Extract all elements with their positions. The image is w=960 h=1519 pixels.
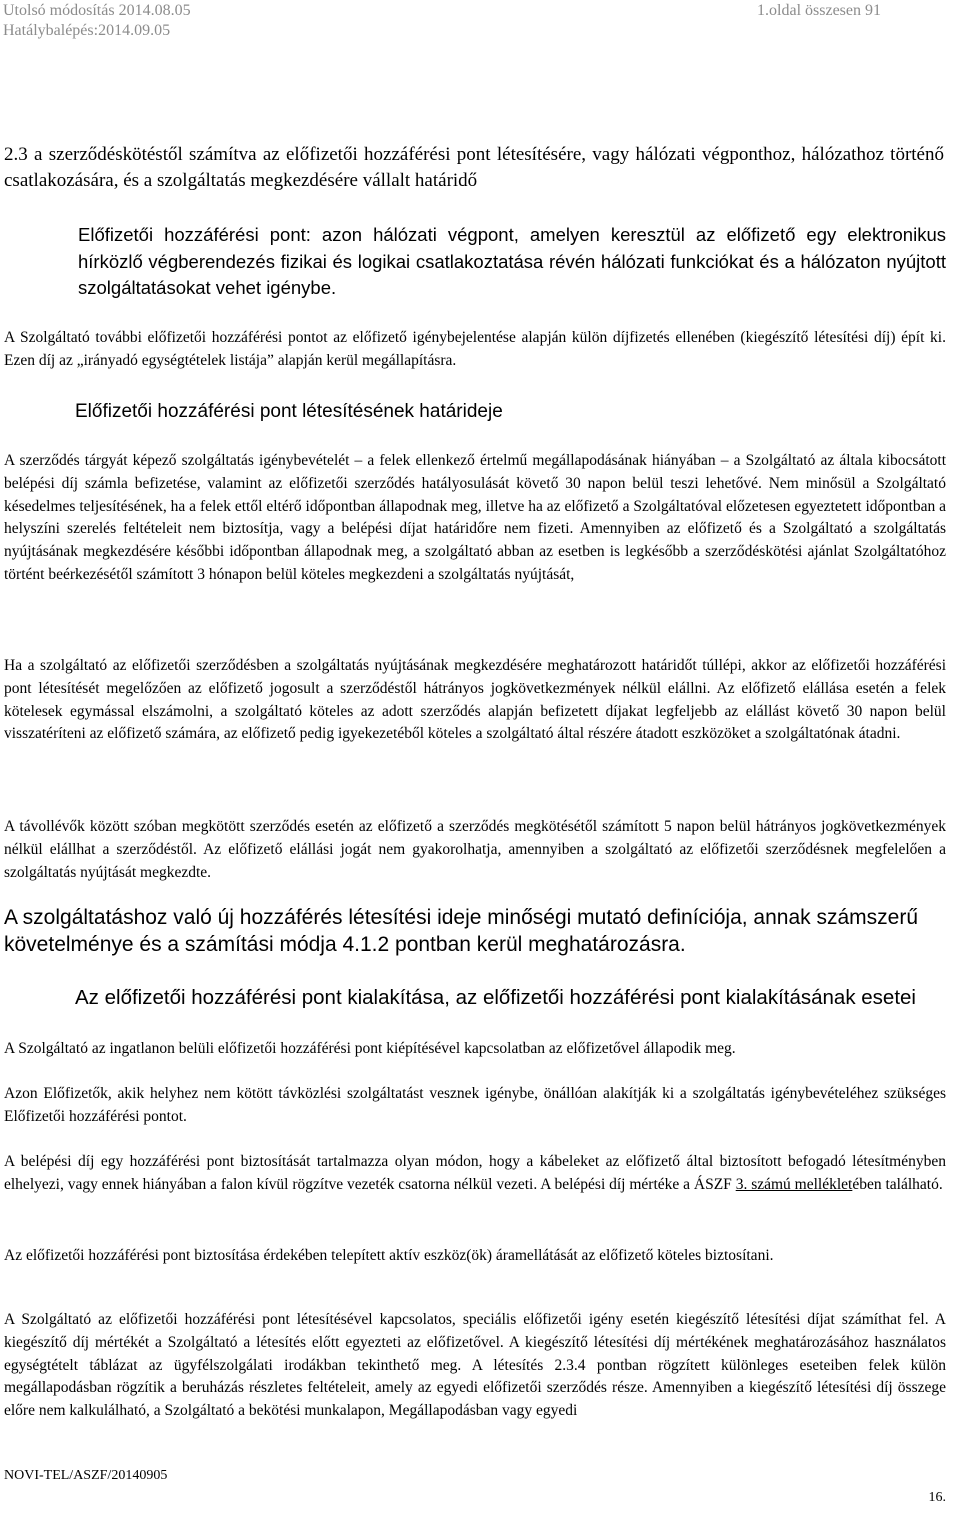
heading-access-point-cases: Az előfizetői hozzáférési pont kialakítása, az előfizetői hozzáférési pont kialakításának esetei [75, 986, 916, 1009]
paragraph-special-request: A Szolgáltató az előfizetői hozzáférési pont létesítésével kapcsolatos, speciális előfizetői igény esetén kiegészítő létesítési díjat számíthat fel. A kiegészítő díj mértékét a Szolgáltató a létesítés előtt egyezteti az előfizetővel. A kiegészítő létesítési díj mértékének meghatározásához használatos egységtételt táblázat az ügyfélszolgálati irodákban tekinthető meg. A létesítés 2.3.4 pontban rögzített különleges eseteiben felek külön megállapodásban rögzítik a beruházás részletes feltételeit, amely az egyedi előfizetői szerződés része. Amennyiben a kiegészítő létesítési díj összege előre nem kalkulálható, a Szolgáltató a bekötési munkalapon, Megállapodásban vagy egyedi [4, 1311, 946, 1420]
paragraph-power-supply: Az előfizetői hozzáférési pont biztosítása érdekében telepített aktív eszköz(ök) áramellátását az előfizető köteles biztosítani. [4, 1247, 774, 1264]
entry-fee-text-end: ében található. [852, 1175, 943, 1193]
paragraph-mobile-subscribers: Azon Előfizetők, akik helyhez nem kötött távközlési szolgáltatást vesznek igénybe, önállóan alakítják ki a szolgáltatás igénybevételéhez szükséges Előfizetői hozzáférési pontot. [4, 1085, 946, 1125]
page-info: 1.oldal összesen 91 [757, 2, 881, 19]
page-header [0, 0, 960, 44]
footer-page-number: 16. [928, 1490, 946, 1505]
modified-date: Utolsó módosítás 2014.08.05 [3, 2, 191, 19]
entry-fee-text: A belépési díj egy hozzáférési pont biztosítását tartalmazza olyan módon, hogy a kábeleket az előfizető által biztosított befogadó létesítményben elhelyezi, vagy ennek hiányában a falon kívül rögzítve vezeték csatorna nélkül vezeti. A belépési díj mértéke a ÁSZF [4, 1153, 946, 1193]
annex-3-link[interactable]: 3. számú melléklet [735, 1175, 853, 1193]
paragraph-distance-contract: A távollévők között szóban megkötött szerződés esetén az előfizető a szerződés megkötésétől számított 5 napon belül hátrányos jogkövetkezmények nélkül elállhat a szerződéstől. Az előfizető elállási jogát nem gyakorolhatja, amennyiben a szolgáltató az előfizetői szerződésnek megfelelően a szolgáltatás nyújtását megkezdte. [4, 818, 946, 881]
effective-date: Hatálybalépés:2014.09.05 [3, 22, 171, 39]
paragraph-additional-point: A Szolgáltató további előfizetői hozzáférési pontot az előfizető igénybejelentése alapján külön díjfizetés ellenében (kiegészítő létesítési díj) épít ki. Ezen díj az „irányadó egységtételek listája” alapján kerül megállapításra. [4, 329, 946, 369]
paragraph-property: A Szolgáltató az ingatlanon belüli előfizetői hozzáférési pont kiépítésével kapcsolatban az előfizetővel állapodik meg. [4, 1040, 736, 1057]
definition-paragraph: Előfizetői hozzáférési pont: azon hálózati végpont, amelyen keresztül az előfizető egy elektronikus hírközlő végberendezés fizikai és logikai csatlakoztatása révén hálózati funkciókat és a hálózaton nyújtott szolgáltatásokat vehet igénybe. [78, 224, 946, 298]
heading-quality-indicator: A szolgáltatáshoz való új hozzáférés létesítési ideje minőségi mutató definíciója, annak számszerű követelménye és a számítási módja 4.1.2 pontban kerül meghatározásra. [4, 906, 918, 956]
paragraph-contract: A szerződés tárgyát képező szolgáltatás igénybevételét – a felek ellenkező értelmű megállapodásának hiányában – a Szolgáltató az általa kibocsátott belépési díj számla befizetése, valamint az előfizetői szerződés hatályosulását követő 30 napon belül teszi lehetővé. Nem minősül a Szolgáltató késedelmes teljesítésének, ha a felek ettől eltérő időpontban állapodnak meg, illetve ha az előfizető a Szolgáltatóval előzetesen egyeztetett időpontban a helyszíni szerelés feltételeit nem biztosítja, vagy a belépési díjat határidőre nem fizeti. Amennyiben az előfizető és a Szolgáltató a szolgáltatás nyújtásának megkezdésére későbbi időpontban állapodnak meg, a szolgáltató abban az esetben is legkésőbb a szerződéskötési ajánlat Szolgáltatóhoz történt beérkezésétől számított 3 hónapon belül köteles megkezdeni a szolgáltatás nyújtását, [4, 452, 946, 583]
paragraph-exceed-deadline: Ha a szolgáltató az előfizetői szerződésben a szolgáltatás nyújtásának megkezdésére meghatározott határidőt túllépi, akkor az előfizetői hozzáférési pont létesítését megelőzően az előfizető jogosult a szerződéstől hátrányos jogkövetkezmények nélkül elállni. Az előfizető elállása esetén a felek kötelesek egymással elszámolni, a szolgáltató köteles az adott szerződés alapján befizetett díjakat legfeljebb az elállást követő 30 napon belül visszatéríteni az előfizető számára, az előfizető pedig igyekezetéből köteles a szolgáltató által részére átadott eszközöket a szolgáltatónak átadni. [4, 657, 946, 743]
footer-document-code: NOVI-TEL/ASZF/20140905 [4, 1468, 168, 1483]
section-title: 2.3 a szerződéskötéstől számítva az előfizetői hozzáférési pont létesítésére, vagy hálózati végponthoz, hálózathoz történő csatlakozására, és a szolgáltatás megkezdésére vállalt határidő [4, 144, 944, 191]
heading-deadline: Előfizetői hozzáférési pont létesítésének határideje [75, 401, 503, 422]
paragraph-entry-fee [4, 1151, 946, 1197]
